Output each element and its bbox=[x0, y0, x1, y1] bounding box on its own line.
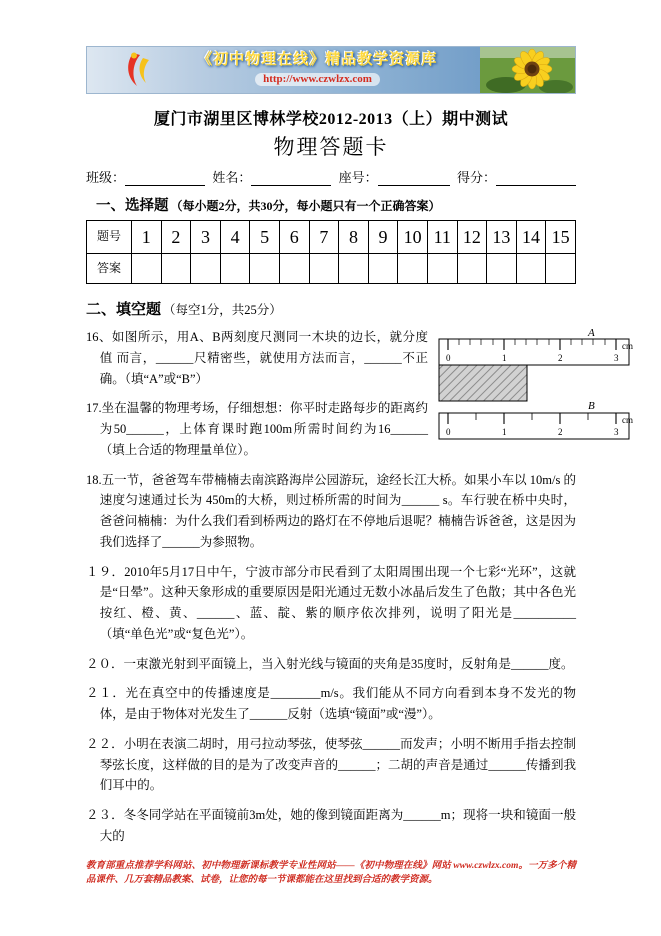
answer-cell bbox=[457, 254, 487, 284]
ruler-figure bbox=[438, 327, 638, 456]
answer-cell bbox=[161, 254, 191, 284]
ruler-a-tick-2: 2 bbox=[558, 353, 563, 363]
question-number-cell: 12 bbox=[457, 221, 487, 254]
ruler-a-tick-3: 3 bbox=[614, 353, 619, 363]
question-number-cell: 15 bbox=[546, 221, 576, 254]
ruler-b-tick-2: 2 bbox=[558, 427, 563, 437]
seat-blank bbox=[378, 172, 450, 186]
question-20: ２０．一束激光射到平面镜上，当入射光线与镜面的夹角是35度时，反射角是______度。 bbox=[86, 656, 574, 671]
question-number-cell: 1 bbox=[132, 221, 162, 254]
question-number-cell: 14 bbox=[516, 221, 546, 254]
ruler-b-tick-3: 3 bbox=[614, 427, 619, 437]
question-number-cell: 11 bbox=[427, 221, 457, 254]
question-19: １９．2010年5月17日中午，宁波市部分市民看到了太阳周围出现一个七彩“光环”，这就是“日晕”。这种天象形成的重要原因是阳光通过无数小冰晶后发生了色散；其中各色光按红、橙、黄、______、蓝、靛、紫的顺序依次排列，说明了阳光是__________（填“单色光”或“复色光”）。 bbox=[86, 564, 576, 641]
class-label: 班级： bbox=[86, 170, 126, 185]
wood-block bbox=[439, 365, 527, 401]
question-number-cell: 2 bbox=[161, 221, 191, 254]
answer-cell bbox=[250, 254, 280, 284]
question-16: 16、如图所示，用A、B两刻度尺测同一木块的边长，就分度值 而言，______尺精密些，就使用方法而言，______不正确。（填“A”或“B”） bbox=[86, 330, 428, 386]
answer-cell bbox=[516, 254, 546, 284]
section2-note: （每空1分，共25分） bbox=[163, 303, 282, 317]
section1-note: （每小题2分，共30分，每小题只有一个正确答案） bbox=[170, 199, 441, 213]
question-number-cell: 5 bbox=[250, 221, 280, 254]
section1-title: 一、选择题 bbox=[96, 198, 169, 214]
question-number-cell: 10 bbox=[398, 221, 428, 254]
question-number-cell: 4 bbox=[220, 221, 250, 254]
ruler-a bbox=[439, 339, 633, 365]
ruler-a-tick-0: 0 bbox=[446, 353, 451, 363]
q16-q17-block bbox=[86, 327, 633, 470]
question-number-cell: 9 bbox=[368, 221, 398, 254]
answer-cell bbox=[546, 254, 576, 284]
ruler-b bbox=[439, 413, 633, 439]
answer-cell bbox=[220, 254, 250, 284]
question-number-cell: 3 bbox=[191, 221, 221, 254]
answer-cell bbox=[398, 254, 428, 284]
banner-title: 《初中物理在线》精品教学资源库 bbox=[197, 52, 438, 69]
student-info-line bbox=[86, 167, 576, 186]
answer-cell bbox=[309, 254, 339, 284]
exam-title: 厦门市湖里区博林学校2012-2013（上）期中测试 bbox=[153, 111, 509, 128]
banner-url-link[interactable]: http://www.czwlzx.com bbox=[255, 73, 380, 86]
ruler-b-unit: cm bbox=[622, 415, 633, 425]
question-number-cell: 8 bbox=[339, 221, 369, 254]
score-blank bbox=[496, 172, 576, 186]
answer-cell bbox=[279, 254, 309, 284]
question-17: 17.坐在温馨的物理考场，仔细想想：你平时走路每步的距离约为50______，上体育课时跑100m所需时间约为16______（填上合适的物理量单位）。 bbox=[86, 401, 428, 457]
ruler-diagram bbox=[438, 327, 638, 451]
row-header-number: 题号 bbox=[87, 221, 132, 254]
answer-cell bbox=[427, 254, 457, 284]
site-logo-icon bbox=[121, 50, 155, 90]
answer-sheet-title: 物理答题卡 bbox=[273, 135, 389, 159]
answer-cell bbox=[368, 254, 398, 284]
ruler-b-tick-0: 0 bbox=[446, 427, 451, 437]
answer-table bbox=[86, 220, 576, 284]
sunflower-image bbox=[480, 47, 575, 93]
question-number-cell: 6 bbox=[279, 221, 309, 254]
section1-heading bbox=[86, 194, 576, 215]
question-23: ２３．冬冬同学站在平面镜前3m处，她的像到镜面距离为______m；现将一块和镜面一般大的 bbox=[86, 808, 576, 843]
answer-cell bbox=[487, 254, 517, 284]
question-22: ２２．小明在表演二胡时，用弓拉动琴弦，使琴弦______而发声；小明不断用手指去控制琴弦长度，这样做的目的是为了改变声音的______；二胡的声音是通过______传播到我们耳中的。 bbox=[86, 736, 576, 793]
answer-cell bbox=[339, 254, 369, 284]
answer-cell bbox=[191, 254, 221, 284]
question-18: 18.五一节，爸爸驾车带楠楠去南滨路海岸公园游玩，途经长江大桥。如果小车以 10m/s 的速度匀速通过长为 450m的大桥，则过桥所需的时间为______ s。车行驶在桥中央时，爸爸问楠楠：为什么我们看到桥两边的路灯在不停地后退呢？楠楠告诉爸爸，这是因为我们选择了______为参照物。 bbox=[86, 472, 576, 549]
seat-field bbox=[339, 167, 450, 186]
name-label: 姓名： bbox=[212, 170, 252, 185]
ruler-a-label: A bbox=[588, 327, 595, 339]
seat-label: 座号： bbox=[338, 170, 378, 185]
question-number-row bbox=[87, 221, 576, 254]
name-field bbox=[212, 167, 331, 186]
answer-row bbox=[87, 254, 576, 284]
ruler-b-tick-1: 1 bbox=[502, 427, 507, 437]
footer-note: 教育部重点推荐学科网站、初中物理新课标教学专业性网站——《初中物理在线》网站 www.czwlzx.com。一万多个精品课件、几万套精品教案、试卷，让您的每一节课都能在这里找到合适的教学资源。 bbox=[86, 860, 576, 886]
ruler-a-tick-1: 1 bbox=[502, 353, 507, 363]
score-field bbox=[457, 167, 576, 186]
answer-cell bbox=[132, 254, 162, 284]
question-21: ２１．光在真空中的传播速度是________m/s。我们能从不同方向看到本身不发光的物体，是由于物体对光发生了______反射（选填“镜面”或“漫”）。 bbox=[86, 686, 576, 721]
banner-text-block bbox=[155, 52, 480, 88]
class-field bbox=[86, 167, 205, 186]
score-label: 得分： bbox=[456, 170, 496, 185]
row-header-answer: 答案 bbox=[87, 254, 132, 284]
ruler-a-unit: cm bbox=[622, 341, 633, 351]
ruler-b-label: B bbox=[588, 400, 595, 412]
name-blank bbox=[251, 172, 331, 186]
section2-heading bbox=[86, 298, 576, 319]
site-banner bbox=[86, 46, 576, 94]
question-number-cell: 13 bbox=[487, 221, 517, 254]
question-number-cell: 7 bbox=[309, 221, 339, 254]
class-blank bbox=[125, 172, 205, 186]
section2-title: 二、填空题 bbox=[86, 302, 162, 318]
